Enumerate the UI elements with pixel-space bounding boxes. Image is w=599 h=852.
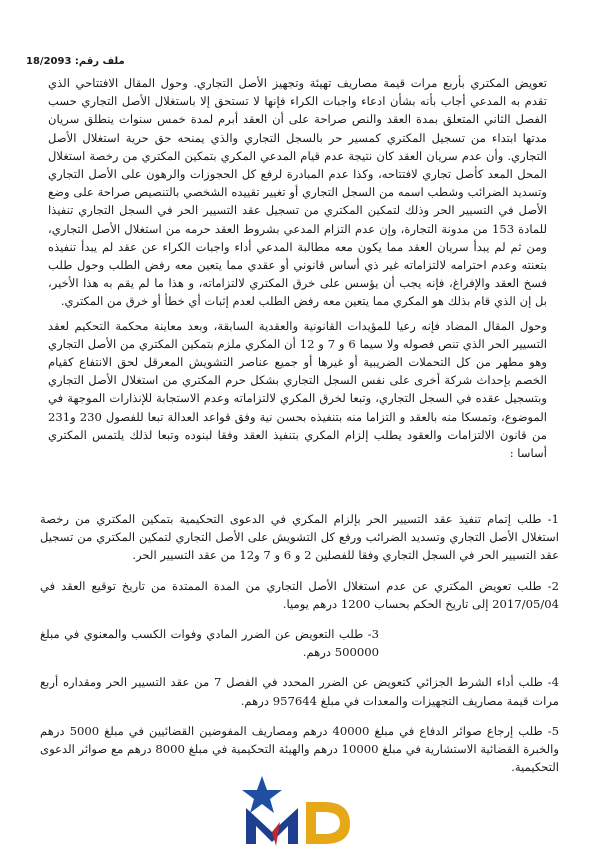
paragraph-1: تعويض المكتري بأربع مرات قيمة مصاريف تهيئة وتجهيز الأصل التجاري. وحول المقال الافتتاحي الذي تقدم به المدعي أجاب بأنه بشأن ادعاء واجبات الكراء فإنها لا تستحق إلا باستغلال الأصل التجاري حسب الفصل الثاني المتعلق بمدة العقد والنص صراحة على أن العقد أبرم لمدة خمس سنوات ينطلق سريان مدتها ابتداء من تسجيل المكتري كمسير حر بالسجل التجاري والذي يمنحه حق حرية استغلال الأصل التجاري. وأن عدم سريان العقد كان نتيجة عدم قيام المدعي المكري بتمكين المكتري من رخصة استغلال المحل المعد كأصل تجاري لافتتاحه، وكذا عدم المبادرة لرفع كل الحجوزات والرهون على الأصل التجاري وتسديد الضرائب وشطب اسمه من السجل التجاري أو تغيير تقييده الشخصي بالتنصيص صراحة على وضع الأصل في التسيير الحر وذلك لتمكين المكتري من تسجيل عقد التسيير الحر في السجل التجاري تنفيذا للمادة 153 من مدونة التجارة، وإن عدم التزام المدعي بشروط العقد حرمه من استغلال الأصل التجاري، ومن ثم لم يبدأ سريان العقد مما يكون معه مطالبة المدعي أداء واجبات الكراء عن عقد لم يبدأ تنفيذه بتعنته وعدم احترامه لالتزاماته غير ذي أساس قانوني أو عقدي مما يتعين معه رفض الطلب وحول طلب فسخ العقد والإفراغ، فإنه يجب أن يؤسس على خرق المكتري لالتزاماته، و هذا ما لم يقم به هذا الأخير، بل إن الذي قام بذلك هو المكري مما يتعين معه رفض الطلب لعدم إثبات أي خطأ أو خرق من المكتري.	[48, 76, 547, 309]
request-item-3: 3- طلب التعويض عن الضرر المادي وفوات الكسب والمعنوي في مبلغ 500000 درهم.	[40, 627, 379, 660]
request-item-2: 2- طلب تعويض المكتري عن عدم استغلال الأصل التجاري من المدة الممتدة من تاريخ توقيع العقد في 2017/05/04 إلى تاريخ الحكم بحساب 1200 درهم يوميا.	[40, 578, 559, 611]
document-body	[48, 74, 547, 462]
logo-d-letter	[306, 802, 350, 844]
paragraph-2: وحول المقال المضاد فإنه رعيا للمؤيدات القانونية والعقدية السابقة، وبعد معاينة محكمة التحكيم لعقد التسيير الحر الذي تنص فصوله ولا سيما 6 و 7 و 12 أن المكري ملزم بتمكين المكتري من الأصل التجاري وهو مطهر من كل التحملات الضريبية أو غيرها أو جميع عناصر التشويش المعرقل لحق الانتفاع كقيام الخصم بإحداث شركة أخرى على نفس السجل التجاري بشكل حرم المكتري من استغلال الأصل التجاري وبتسجيل عقده في السجل التجاري، وتبعا لخرق المكري لالتزاماته وعدم الاستجابة للإنذارات الموجهة في الموضوع، وتمسكا منه بالعقد و التزاما منه بتنفيذه بحسن نية وفق قواعد العدالة تبعا للفصول 230 و231 من قانون الالتزامات والعقود يطلب إلزام المكري بتنفيذ العقد وفقا لبنوده وتبعا لذلك يلتمس المكتري أساسا :	[48, 318, 547, 461]
file-reference: ملف رقم: 18/2093	[26, 56, 125, 67]
request-item-1: 1- طلب إتمام تنفيذ عقد التسيير الحر بإلزام المكري في الدعوى التحكيمية بتمكين المكتري من رخصة استغلال الأصل التجاري وتسديد الضرائب ورفع كل التشويش على الأصل التجاري لتمكين المكتري من تسجيل عقد التسيير الحر في السجل التجاري وفقا للفصلين 2 و 6 و 7 و12 من عقد التسيير الحر.	[40, 512, 559, 563]
logo-icon	[232, 772, 362, 848]
requests-list	[40, 510, 559, 788]
logo-star-icon	[242, 776, 282, 813]
request-item-5: 5- طلب إرجاع صوائر الدفاع في مبلغ 40000 درهم ومصاريف المفوضين القضائيين في مبلغ 5000 درهم والخبرة القضائية الاستشارية في مبلغ 10000 درهم والهيئة التحكيمية في مبلغ 8000 درهم مع صوائر الدعوى التحكيمية.	[40, 723, 559, 775]
request-item-4: 4- طلب أداء الشرط الجزائي كتعويض عن الضرر المحدد في الفصل 7 من عقد التسيير الحر ومقداره أربع مرات قيمة مصاريف التجهيزات والمعدات في مبلغ 957644 درهم.	[40, 675, 559, 708]
logo-m-letter	[246, 808, 298, 844]
md-logo	[232, 772, 362, 848]
